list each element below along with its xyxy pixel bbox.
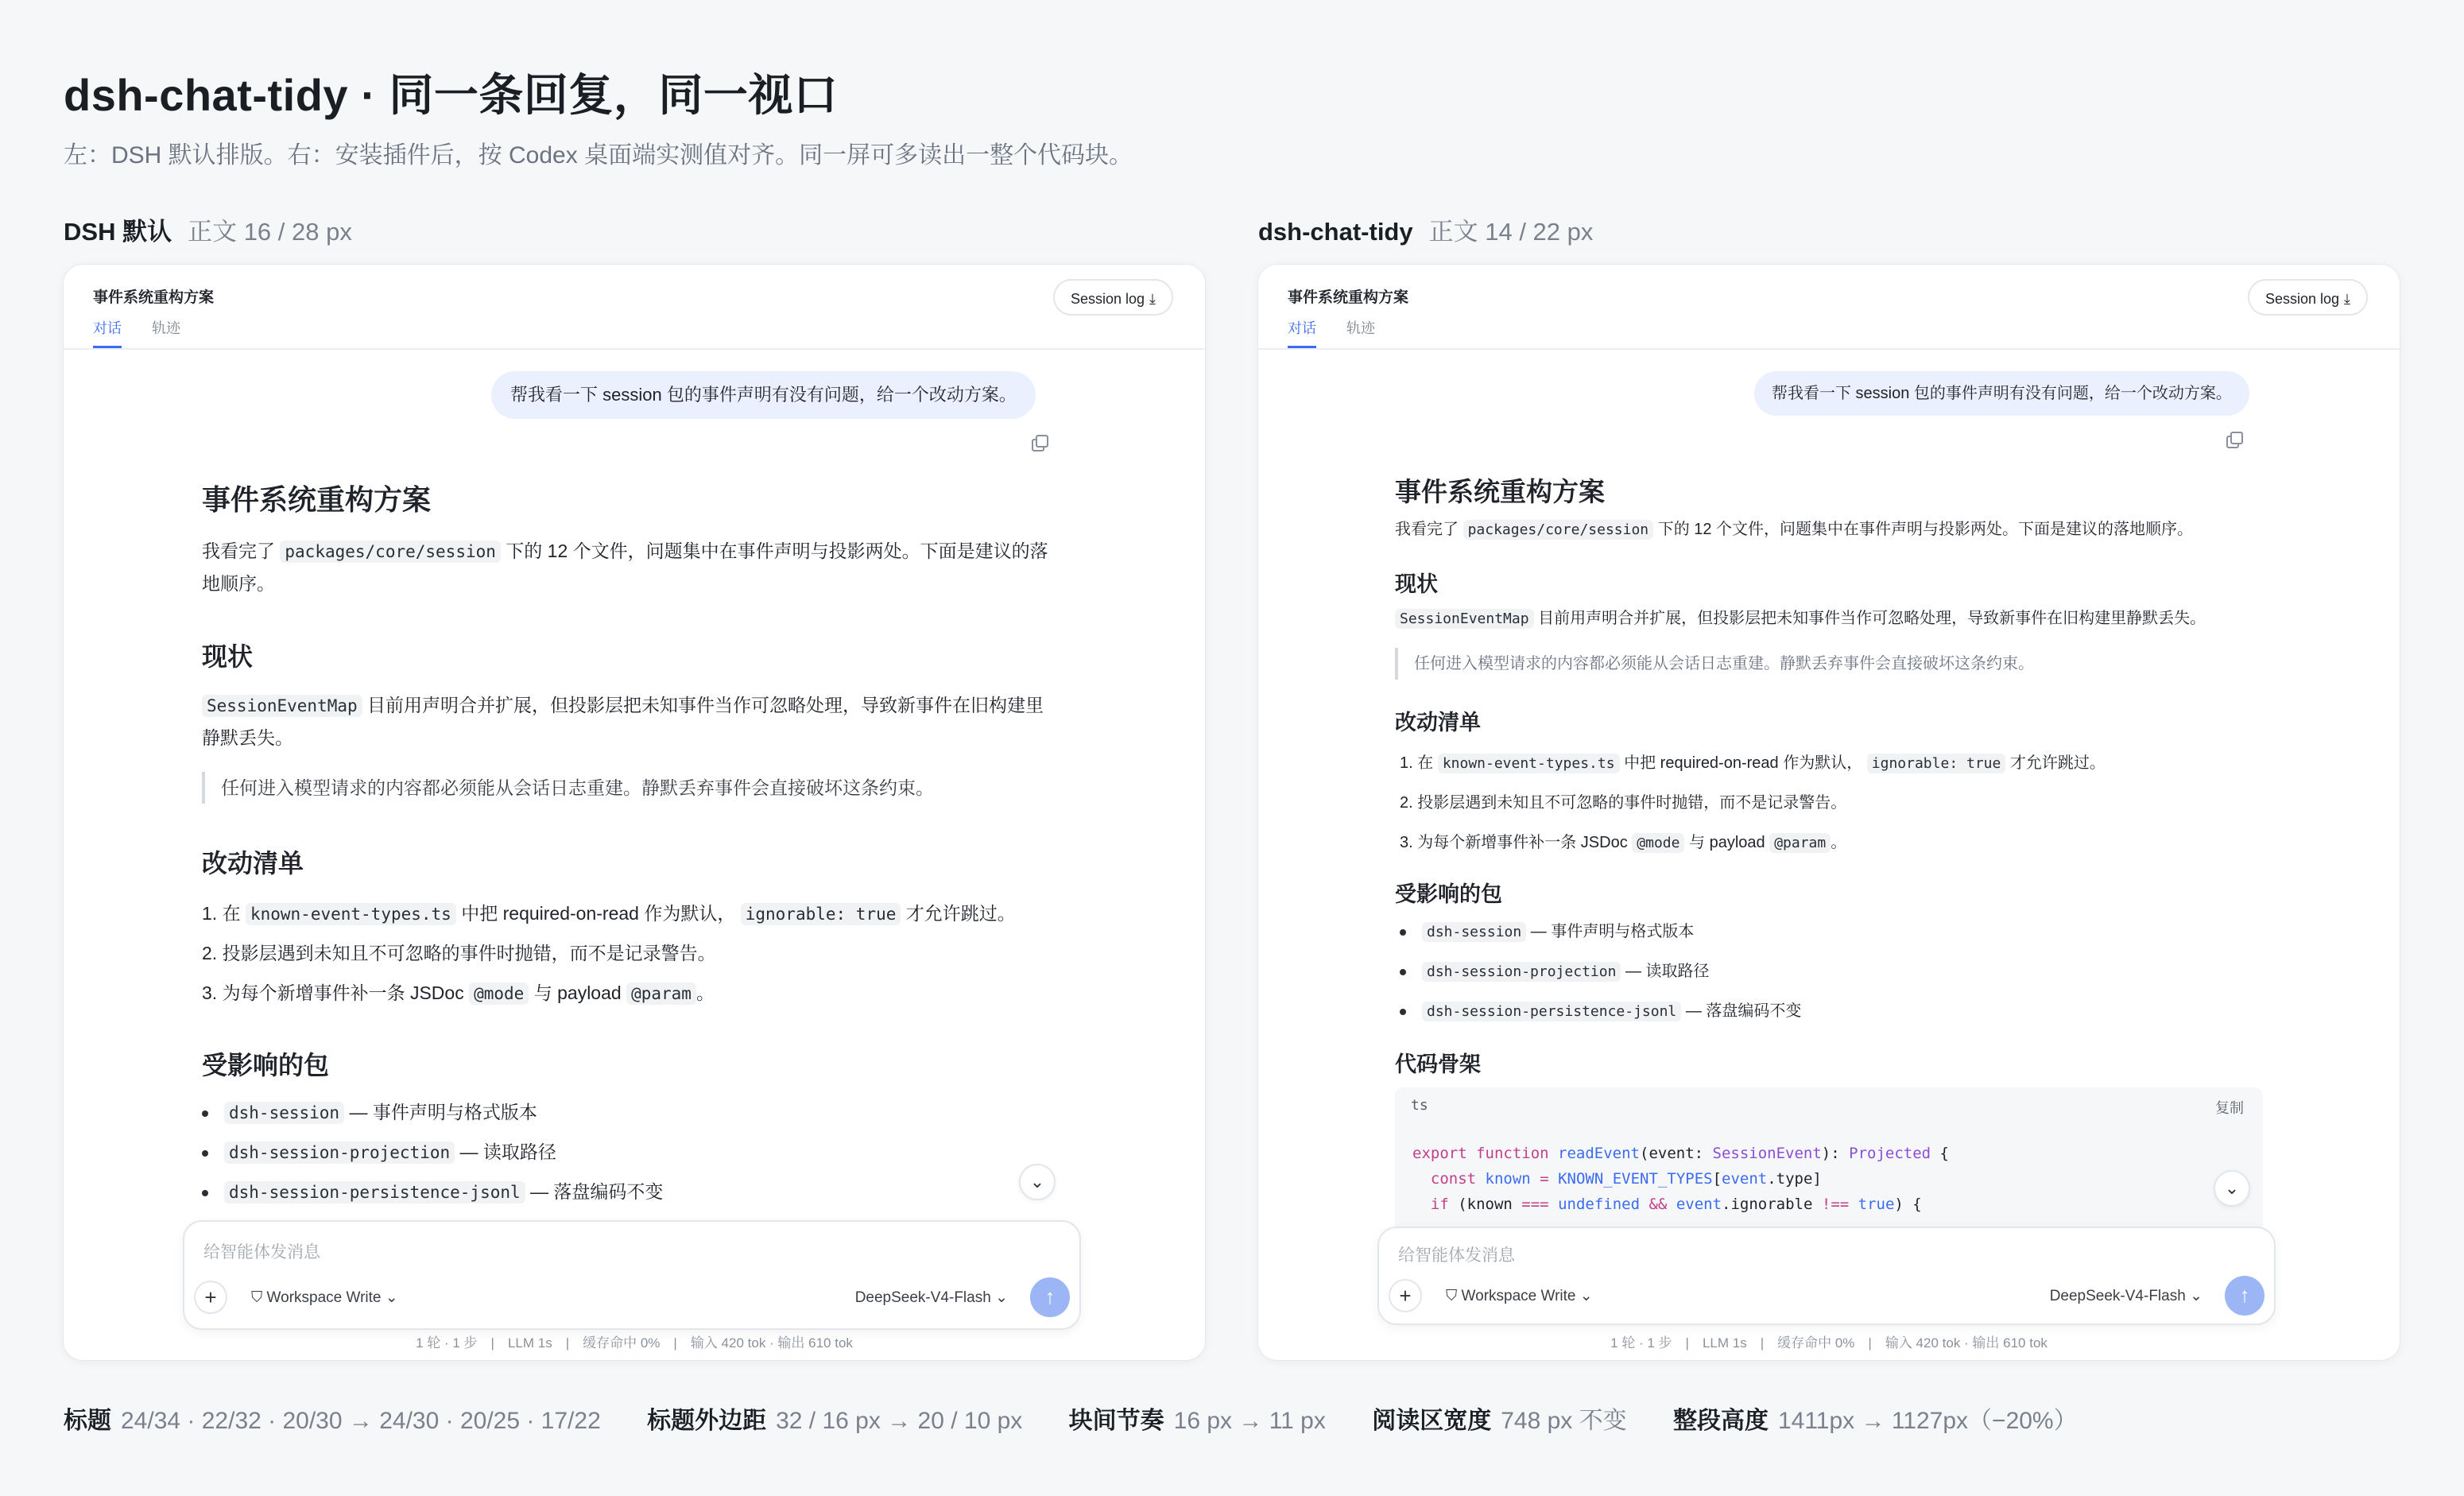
code-line: if (known === undefined && event.ignorable !== true) {	[1430, 1196, 1922, 1213]
package-desc: — 读取路径	[459, 1141, 556, 1162]
metrics-footer	[64, 1401, 2117, 1436]
page-subtitle: 左：DSH 默认排版。右：安装插件后，按 Codex 桌面端实测值对齐。同一屏可多读出一整个代码块。	[64, 142, 1133, 169]
intro-text-a: 我看完了	[202, 541, 275, 561]
package-item-1	[202, 1098, 537, 1124]
inline-code: dsh-session-projection	[224, 1141, 455, 1164]
change-item-1	[202, 899, 1016, 925]
workspace-mode-label: Workspace Write	[1461, 1288, 1576, 1304]
user-message-bubble	[1754, 371, 2249, 416]
scroll-to-bottom-button[interactable]	[1019, 1164, 1056, 1200]
model-select[interactable]	[855, 1289, 1008, 1307]
metric-heading-margins	[647, 1408, 1022, 1434]
panel-tabs	[1288, 317, 1405, 348]
change-item-3	[202, 979, 715, 1005]
change-item-1	[1400, 750, 2106, 773]
package-item-2	[1400, 958, 1710, 981]
copy-icon[interactable]	[1032, 435, 1046, 449]
workspace-mode-label: Workspace Write	[266, 1289, 382, 1306]
section-heading-code: 代码骨架	[1395, 1052, 1481, 1076]
inline-code: @mode	[1632, 833, 1684, 853]
model-label: DeepSeek-V4-Flash	[2049, 1288, 2186, 1304]
bullet-icon	[1400, 969, 1406, 975]
package-desc: — 事件声明与格式版本	[349, 1102, 537, 1122]
metric-value: 24/34 · 22/32 · 20/30 → 24/30 · 20/25 · 17/22	[121, 1408, 601, 1434]
blockquote: 任何进入模型请求的内容都必须能从会话日志重建。静默丢弃事件会直接破坏这条约束。	[202, 772, 934, 804]
metric-block-rhythm	[1069, 1408, 1326, 1434]
conversation-title: 事件系统重构方案	[1288, 289, 1409, 306]
session-log-button[interactable]	[2248, 279, 2368, 316]
change-text: 中把 required-on-read 作为默认，	[461, 903, 736, 924]
page-title: dsh-chat-tidy · 同一条回复，同一视口	[64, 70, 839, 120]
inline-code: dsh-session-persistence-jsonl	[224, 1181, 525, 1203]
code-language: ts	[1411, 1097, 1428, 1114]
change-text: 与 payload	[533, 982, 622, 1003]
chevron-down-icon: ⌄	[1029, 1172, 1045, 1192]
right-column-name: dsh-chat-tidy	[1258, 218, 1413, 246]
status-text: 目前用声明合并扩展，但投影层把未知事件当作可忽略处理，导致新事件在旧构建里静默丢失。	[202, 695, 1044, 748]
change-text: 1. 在	[202, 903, 241, 924]
composer-input[interactable]: 给智能体发消息	[203, 1243, 320, 1262]
copy-icon[interactable]	[2226, 432, 2241, 446]
left-column-header	[64, 211, 352, 247]
metric-label: 整段高度	[1672, 1408, 1769, 1434]
package-desc: — 落盘编码不变	[530, 1181, 664, 1202]
chevron-down-icon: ⌄	[2190, 1288, 2202, 1304]
message-composer	[183, 1220, 1081, 1330]
change-text: 。	[695, 982, 715, 1003]
inline-code: packages/core/session	[1463, 520, 1654, 540]
tidy-chat-panel	[1258, 265, 2400, 1360]
package-desc: — 落盘编码不变	[1685, 1002, 1802, 1020]
arrow-up-icon: ↑	[2239, 1283, 2250, 1307]
change-item-3	[1400, 829, 1846, 852]
change-text: 中把 required-on-read 作为默认，	[1624, 754, 1863, 772]
inline-code: dsh-session-persistence-jsonl	[1422, 1002, 1681, 1021]
user-message-bubble	[491, 371, 1036, 419]
intro-text-a: 我看完了	[1395, 521, 1459, 538]
reply-intro	[202, 535, 1060, 599]
chevron-down-icon: ⌄	[995, 1289, 1008, 1306]
add-attachment-button[interactable]	[194, 1281, 227, 1314]
tab-trace[interactable]: 轨迹	[152, 320, 180, 336]
metric-value: 32 / 16 px → 20 / 10 px	[776, 1408, 1023, 1434]
package-desc: — 事件声明与格式版本	[1530, 923, 1695, 940]
inline-code: @param	[1769, 833, 1831, 853]
inline-code: SessionEventMap	[1395, 609, 1534, 629]
status-bar: 1 轮 · 1 步 | LLM 1s | 缓存命中 0% | 输入 420 tok · 输出 610 tok	[416, 1335, 853, 1351]
status-text: 目前用声明合并扩展，但投影层把未知事件当作可忽略处理，导致新事件在旧构建里静默丢失。	[1538, 610, 2206, 627]
metric-label: 块间节奏	[1068, 1408, 1164, 1434]
change-text: 。	[1831, 834, 1847, 851]
package-item-3	[202, 1177, 663, 1203]
download-icon: ⤓	[2344, 291, 2350, 307]
section-heading-changes: 改动清单	[202, 849, 304, 878]
package-desc: — 读取路径	[1625, 963, 1710, 980]
model-select[interactable]	[2050, 1287, 2202, 1305]
session-log-button[interactable]	[1053, 279, 1173, 316]
reply-title: 事件系统重构方案	[202, 483, 432, 516]
workspace-mode-select[interactable]	[251, 1289, 398, 1307]
metric-value: 748 px 不变	[1501, 1408, 1627, 1434]
change-text: 3. 为每个新增事件补一条 JSDoc	[1400, 834, 1628, 851]
copy-code-button[interactable]: 复制	[2215, 1100, 2244, 1116]
default-chat-panel	[64, 265, 1205, 1360]
left-column-name: DSH 默认	[64, 218, 172, 246]
tab-chat[interactable]: 对话	[93, 317, 122, 348]
model-label: DeepSeek-V4-Flash	[854, 1289, 991, 1306]
intro-text-b: 下的 12 个文件，问题集中在事件声明与投影两处。下面是建议的落地顺序。	[202, 541, 1048, 594]
metric-label: 阅读区宽度	[1372, 1408, 1492, 1434]
message-composer	[1377, 1227, 2276, 1325]
section-heading-packages: 受影响的包	[1395, 882, 1502, 906]
metric-label: 标题外边距	[647, 1408, 767, 1434]
code-line: const known = KNOWN_EVENT_TYPES[event.type]	[1430, 1170, 1822, 1188]
user-message-text: 帮我看一下 session 包的事件声明有没有问题，给一个改动方案。	[1772, 385, 2232, 402]
change-text: 3. 为每个新增事件补一条 JSDoc	[202, 982, 464, 1003]
panel-tabs	[93, 317, 211, 348]
workspace-mode-select[interactable]	[1446, 1287, 1593, 1305]
user-message-text: 帮我看一下 session 包的事件声明有没有问题，给一个改动方案。	[510, 385, 1017, 405]
inline-code: dsh-session	[224, 1102, 344, 1124]
inline-code: @param	[626, 982, 696, 1005]
bullet-icon	[1400, 929, 1406, 936]
shield-icon: ⛉	[251, 1289, 263, 1306]
metric-reading-width	[1372, 1408, 1626, 1434]
bullet-icon	[202, 1190, 208, 1196]
code-line: export function readEvent(event: SessionEvent): Projected {	[1412, 1145, 1949, 1162]
metric-label: 标题	[64, 1408, 111, 1434]
metric-headings	[64, 1408, 601, 1434]
composer-input[interactable]: 给智能体发消息	[1398, 1246, 1515, 1265]
session-log-label: Session log	[1070, 291, 1145, 307]
tab-trace[interactable]: 轨迹	[1346, 320, 1375, 336]
inline-code: @mode	[469, 982, 529, 1005]
blockquote: 任何进入模型请求的内容都必须能从会话日志重建。静默丢弃事件会直接破坏这条约束。	[1395, 648, 2034, 680]
status-paragraph	[202, 689, 1060, 754]
bullet-icon	[202, 1150, 208, 1157]
add-attachment-button[interactable]	[1389, 1279, 1422, 1312]
section-heading-status: 现状	[1395, 572, 1438, 596]
inline-code: packages/core/session	[280, 541, 501, 563]
section-heading-status: 现状	[202, 642, 254, 671]
session-log-label: Session log	[2264, 291, 2340, 307]
panel-header	[1258, 265, 2400, 350]
package-item-2	[202, 1138, 556, 1164]
metric-value: 16 px → 11 px	[1173, 1408, 1326, 1434]
package-item-1	[1400, 918, 1694, 941]
status-paragraph	[1395, 605, 2206, 633]
intro-text-b: 下的 12 个文件，问题集中在事件声明与投影两处。下面是建议的落地顺序。	[1657, 521, 2194, 538]
scroll-to-bottom-button[interactable]	[2214, 1170, 2250, 1207]
send-button[interactable]	[2225, 1276, 2264, 1316]
inline-code: known-event-types.ts	[1438, 754, 1620, 773]
section-heading-changes: 改动清单	[1395, 711, 1481, 734]
change-text: 才允许跳过。	[905, 903, 1016, 924]
left-column-meta: 正文 16 / 28 px	[188, 218, 352, 246]
inline-code: SessionEventMap	[202, 695, 362, 717]
panel-header	[64, 265, 1205, 350]
inline-code: known-event-types.ts	[246, 903, 456, 925]
right-column-header	[1258, 211, 1593, 247]
inline-code: ignorable: true	[1867, 754, 2006, 773]
bullet-icon	[202, 1110, 208, 1117]
status-bar: 1 轮 · 1 步 | LLM 1s | 缓存命中 0% | 输入 420 tok · 输出 610 tok	[1610, 1335, 2048, 1351]
conversation-title: 事件系统重构方案	[93, 289, 215, 306]
reply-title: 事件系统重构方案	[1395, 477, 1605, 506]
tab-chat[interactable]: 对话	[1288, 317, 1316, 348]
chevron-down-icon: ⌄	[1579, 1288, 1593, 1304]
inline-code: ignorable: true	[741, 903, 901, 925]
change-item-2: 2. 投影层遇到未知且不可忽略的事件时抛错，而不是记录警告。	[1400, 794, 1847, 812]
change-text: 才允许跳过。	[2009, 754, 2106, 772]
send-button[interactable]	[1030, 1277, 1070, 1317]
plus-icon: +	[204, 1285, 217, 1309]
change-text: 1. 在	[1400, 754, 1434, 772]
chevron-down-icon: ⌄	[385, 1289, 398, 1306]
right-column-meta: 正文 14 / 22 px	[1428, 218, 1594, 246]
package-item-3	[1400, 998, 1801, 1021]
inline-code: dsh-session-projection	[1422, 962, 1621, 982]
shield-icon: ⛉	[1446, 1288, 1458, 1304]
metric-total-height	[1673, 1408, 2078, 1434]
chevron-down-icon: ⌄	[2224, 1178, 2240, 1198]
metric-value: 1411px → 1127px（−20%）	[1777, 1408, 2078, 1434]
bullet-icon	[1400, 1009, 1406, 1015]
change-item-2: 2. 投影层遇到未知且不可忽略的事件时抛错，而不是记录警告。	[202, 943, 716, 963]
section-heading-packages: 受影响的包	[202, 1051, 330, 1079]
change-text: 与 payload	[1689, 834, 1765, 851]
arrow-up-icon: ↑	[1044, 1285, 1056, 1308]
inline-code: dsh-session	[1422, 922, 1526, 942]
plus-icon: +	[1399, 1284, 1412, 1308]
download-icon: ⤓	[1149, 291, 1156, 307]
reply-intro	[1395, 516, 2193, 544]
